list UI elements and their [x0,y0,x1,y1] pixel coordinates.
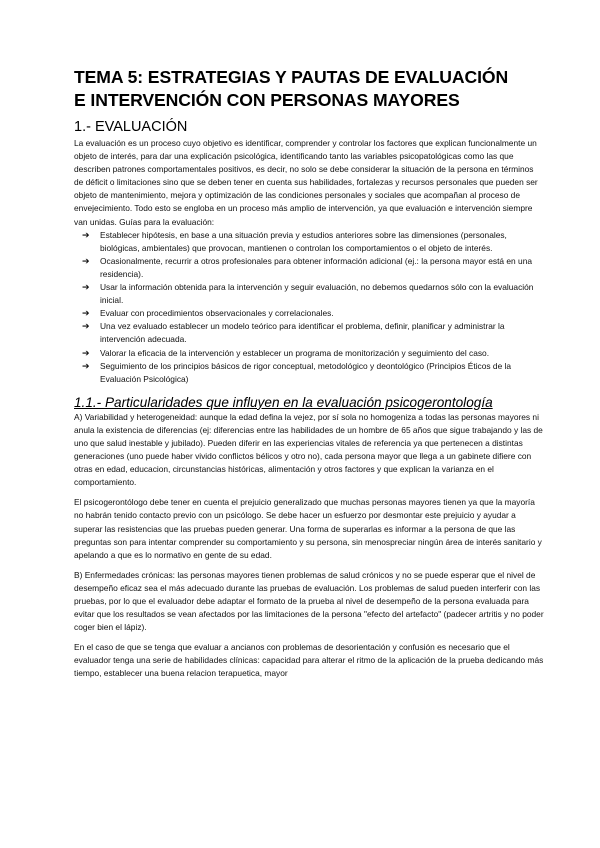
title-line-1: TEMA 5: ESTRATEGIAS Y PAUTAS DE EVALUACIÓN [74,67,509,87]
arrow-icon: ➔ [82,360,90,371]
guide-text: Evaluar con procedimientos observacionales y correlacionales. [100,308,334,319]
arrow-icon: ➔ [82,308,90,319]
arrow-icon: ➔ [82,321,90,332]
section-heading-evaluacion: 1.- EVALUACIÓN [74,119,188,135]
arrow-icon: ➔ [82,282,90,293]
guide-item [82,307,544,320]
evaluation-guides-list [74,229,544,386]
guide-item [82,320,544,346]
guide-text: Valorar la eficacia de la intervención y establecer un programa de monitorización y seguimiento del caso. [100,347,490,358]
paragraph-variabilidad: A) Variabilidad y heterogeneidad: aunque la edad defina la vejez, por sí sola no homogeniza a todas las personas mayores ni anula la existencia de diferencias (ej: diferencias entre las habilidades de un hombre de 65 años que sigue trabajando y las de uno que salud inestable y jubilado). Pueden diferir en las experiencias vitales de referencia ya que pertenecen a distintas generaciones (uno puede haber vivido conflictos bélicos y otro no), cada persona mayor que llega a un gabinete difiere con otras en edad, educacion, circunstancias históricas, alimentación y otros factores y que explican la varianza en el comportamiento. [74,411,543,488]
guide-text: Una vez evaluado establecer un modelo teórico para identificar el problema, definir, planificar y administrar la intervención adecuada. [100,321,505,345]
document-title [74,66,544,112]
intro-paragraph: La evaluación es un proceso cuyo objetivo es identificar, comprender y controlar los factores que explican funcionalmente un objeto de interés, para dar una explicación psicológica, identificando tanto las variables psicopatológicas como las que describen patrones comportamentales positivos, es decir, no solo se debe considerar la situación de la persona en términos de déficit o limitaciones sino que se deben tener en cuenta sus habilidades, fortalezas y recursos personales que pueden ser objeto de mantenimiento, mejora y optimización de las condiciones personales y sociales que acompañan al proceso de envejecimiento. Todo esto se engloba en un proceso más amplio de intervención, ya que evaluación e intervención siempre van unidas. Guías para la evaluación: [74,138,538,227]
guide-item [82,255,544,281]
guide-item [82,229,544,255]
guide-item [82,347,544,360]
paragraph-enfermedades-cronicas: B) Enfermedades crónicas: las personas mayores tienen problemas de salud crónicos y no se puede esperar que el nivel de desempeño eficaz sea el más adecuado durante las pruebas de evaluación. Los problemas de salud pueden interferir con las pruebas, por lo que el evaluador debe adaptar el formato de la prueba al nivel de desempeño de la persona evaluada para evitar que los resultados se vean afectados por las limitaciones de la persona "efecto del artefacto" (padecer artritis y no poder coger bien el lápiz). [74,569,544,633]
arrow-icon: ➔ [82,347,90,358]
paragraph-desorientacion: En el caso de que se tenga que evaluar a ancianos con problemas de desorientación y confusión es necesario que el evaluador tenga una serie de habilidades clínicas: capacidad para alterar el ritmo de la aplicación de la prueba dedicando más tiempo, establecer una buena relacion terapuetica, mayor [74,642,544,679]
guide-text: Establecer hipótesis, en base a una situación previa y estudios anteriores sobre las dimensiones (personales, biológicas, ambientales) que provocan, mantienen o controlan los comportamientos o el objeto de interés. [100,229,507,253]
title-line-2: E INTERVENCIÓN CON PERSONAS MAYORES [74,90,460,110]
arrow-icon: ➔ [82,229,90,240]
guide-item [82,281,544,307]
subsection-heading-particularidades: 1.1.- Particularidades que influyen en la evaluación psicogerontología [74,394,493,410]
guide-text: Seguimiento de los principios básicos de rigor conceptual, metodológico y deontológico (Principios Éticos de la Evaluación Psicológica) [100,360,512,384]
paragraph-prejuicio: El psicogerontólogo debe tener en cuenta el prejuicio generalizado que muchas personas mayores tienen ya que la mayoría no habrán tenido contacto previo con un psicólogo. Se debe hacer un esfuerzo por desmontar este prejuicio y ayudar a superar las resistencias que las pruebas pueden generar. Una forma de superarlas es informar a la persona de que las preguntas son para intentar comprender su comportamiento y su persona, sin menospreciar ningún área de interés sanitario y apelando a que es lo normativo en gente de su edad. [74,497,542,560]
guide-text: Ocasionalmente, recurrir a otros profesionales para obtener información adicional (ej.: la persona mayor está en una residencia). [100,255,533,279]
arrow-icon: ➔ [82,255,90,266]
guide-text: Usar la información obtenida para la intervención y seguir evaluación, no debemos quedarnos sólo con la evaluación inicial. [100,282,534,306]
guide-item [82,360,544,386]
